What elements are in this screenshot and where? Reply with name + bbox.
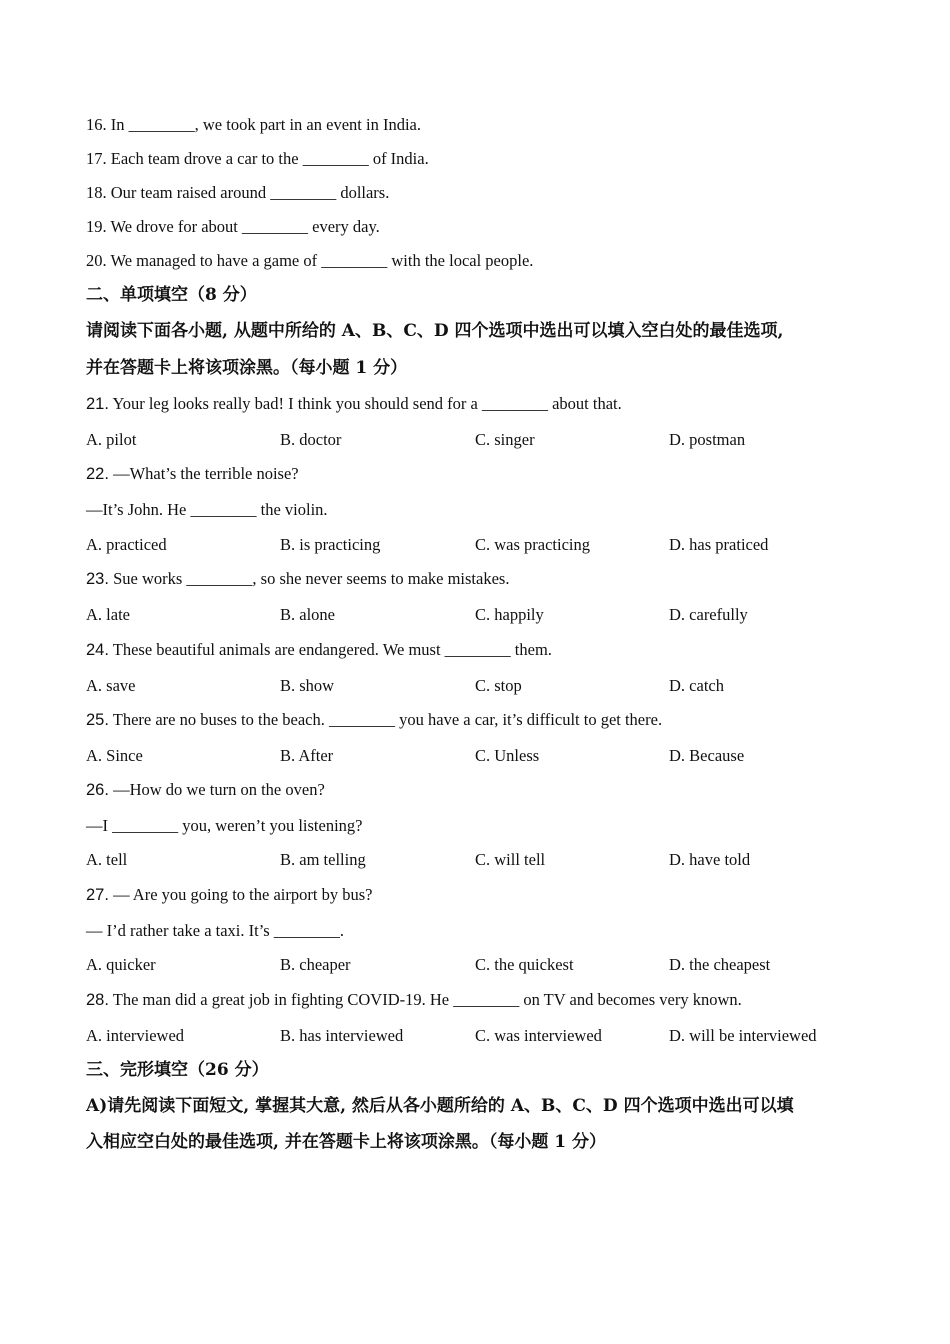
question-26-options xyxy=(86,850,876,870)
section-3-title: 三、完形填空（26 分） xyxy=(86,1060,269,1080)
option-c: C. stop xyxy=(475,676,522,695)
option-b: B. After xyxy=(280,746,334,765)
option-c: C. singer xyxy=(475,430,535,449)
question-22: 22. —What’s the terrible noise? xyxy=(86,464,299,483)
option-b: B. cheaper xyxy=(280,955,351,974)
question-27: 27. — Are you going to the airport by bus? xyxy=(86,885,373,904)
option-a: A. late xyxy=(86,605,130,624)
question-19: 19. We drove for about ________ every day. xyxy=(86,217,380,236)
question-18: 18. Our team raised around ________ dollars. xyxy=(86,183,390,202)
option-d: D. postman xyxy=(669,430,746,449)
option-a: A. quicker xyxy=(86,955,156,974)
question-23-options xyxy=(86,605,876,625)
option-b: B. am telling xyxy=(280,850,366,869)
option-d: D. have told xyxy=(669,850,751,869)
option-a: A. tell xyxy=(86,850,128,869)
question-26: 26. —How do we turn on the oven? xyxy=(86,780,325,799)
option-d: D. catch xyxy=(669,676,724,695)
option-a: A. practiced xyxy=(86,535,167,554)
question-27-line2: — I’d rather take a taxi. It’s ________. xyxy=(86,921,344,940)
option-b: B. alone xyxy=(280,605,335,624)
option-c: C. Unless xyxy=(475,746,540,765)
option-d: D. will be interviewed xyxy=(669,1026,817,1045)
option-a: A. pilot xyxy=(86,430,137,449)
option-c: C. will tell xyxy=(475,850,546,869)
question-26-line2: —I ________ you, weren’t you listening? xyxy=(86,816,363,835)
question-24: 24. These beautiful animals are endangered. We must ________ them. xyxy=(86,640,552,659)
section-2-instruction-line1: 请阅读下面各小题, 从题中所给的 A、B、C、D 四个选项中选出可以填入空白处的最佳选项, xyxy=(86,321,784,341)
question-21: 21. Your leg looks really bad! I think you should send for a ________ about that. xyxy=(86,394,622,413)
section-2-title: 二、单项填空（8 分） xyxy=(86,285,257,305)
question-24-options xyxy=(86,676,876,696)
question-25-options xyxy=(86,746,876,766)
question-28: 28. The man did a great job in fighting COVID-19. He ________ on TV and becomes very known. xyxy=(86,990,742,1009)
option-b: B. doctor xyxy=(280,430,342,449)
question-16: 16. In ________, we took part in an event in India. xyxy=(86,115,421,134)
option-c: C. the quickest xyxy=(475,955,574,974)
question-17: 17. Each team drove a car to the ________ of India. xyxy=(86,149,429,168)
question-25: 25. There are no buses to the beach. ________ you have a car, it’s difficult to get there. xyxy=(86,710,663,729)
option-c: C. was practicing xyxy=(475,535,591,554)
section-3-instruction-line2: 入相应空白处的最佳选项, 并在答题卡上将该项涂黑。（每小题 1 分） xyxy=(86,1132,607,1152)
question-20: 20. We managed to have a game of ________ with the local people. xyxy=(86,251,534,270)
question-27-options xyxy=(86,955,876,975)
option-b: B. has interviewed xyxy=(280,1026,404,1045)
option-c: C. was interviewed xyxy=(475,1026,602,1045)
option-a: A. save xyxy=(86,676,136,695)
section-3-instruction-line1: A)请先阅读下面短文, 掌握其大意, 然后从各小题所给的 A、B、C、D 四个选项中选出可以填 xyxy=(86,1096,794,1116)
section-2-instruction-line2: 并在答题卡上将该项涂黑。（每小题 1 分） xyxy=(86,358,408,378)
option-d: D. the cheapest xyxy=(669,955,771,974)
question-23: 23. Sue works ________, so she never seems to make mistakes. xyxy=(86,569,510,588)
option-b: B. is practicing xyxy=(280,535,381,554)
question-28-options xyxy=(86,1026,876,1046)
question-22-options xyxy=(86,535,876,555)
option-b: B. show xyxy=(280,676,335,695)
option-a: A. Since xyxy=(86,746,143,765)
option-d: D. has praticed xyxy=(669,535,769,554)
question-22-line2: —It’s John. He ________ the violin. xyxy=(86,500,328,519)
option-a: A. interviewed xyxy=(86,1026,185,1045)
option-c: C. happily xyxy=(475,605,544,624)
question-21-options xyxy=(86,430,876,450)
option-d: D. carefully xyxy=(669,605,748,624)
option-d: D. Because xyxy=(669,746,745,765)
